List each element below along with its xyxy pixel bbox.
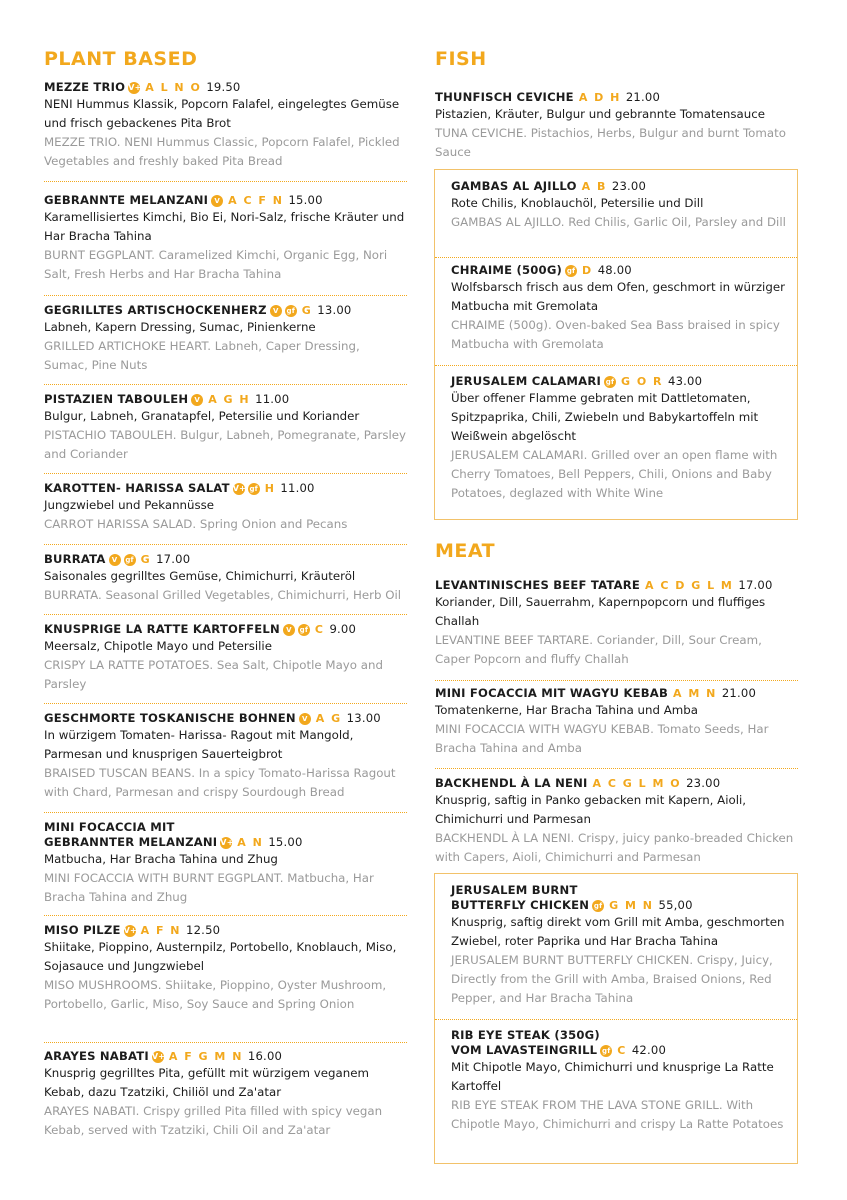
vegan-icon: V+ xyxy=(128,83,142,92)
dish-name-text: MEZZE TRIO xyxy=(44,80,126,94)
dish-name-line2: BUTTERFLY CHICKEN xyxy=(451,898,590,912)
divider xyxy=(44,812,407,813)
dish-name-text: LEVANTINISCHES BEEF TATARE xyxy=(435,578,641,592)
dish-description-de: Koriander, Dill, Sauerrahm, Kapernpopcorn und fluffiges Challah xyxy=(435,595,766,628)
dish-description-de: In würzigem Tomaten- Harissa- Ragout mit Mangold, Parmesan und knusprigen Sauerteigbrot xyxy=(44,728,354,761)
dish-name xyxy=(451,179,789,194)
allergen-codes: G xyxy=(140,553,152,566)
gluten-free-icon: gf xyxy=(605,378,615,386)
dish-price: 13.00 xyxy=(317,303,352,317)
dish-name-line1: JERUSALEM BURNT xyxy=(451,883,578,897)
dish-description-en: GRILLED ARTICHOKE HEART. Labneh, Caper Dressing, Sumac, Pine Nuts xyxy=(44,339,360,372)
gluten-free-icon: gf xyxy=(249,485,258,493)
vegetarian-icon: V xyxy=(299,713,311,725)
dish-item xyxy=(435,90,798,162)
dish-description-en: GAMBAS AL AJILLO. Red Chilis, Garlic Oil, Parsley and Dill xyxy=(451,215,786,229)
allergen-codes: C xyxy=(617,1044,627,1057)
dish-name xyxy=(451,1028,789,1058)
dish-description-de: Bulgur, Labneh, Granatapfel, Petersilie und Koriander xyxy=(44,409,360,423)
dish-name-text: GESCHMORTE TOSKANISCHE BOHNEN xyxy=(44,711,296,725)
dish-name-text: CHRAIME (500G) xyxy=(451,263,563,277)
dish-price: 21.00 xyxy=(721,686,757,700)
section-title-plant-based: PLANT BASED xyxy=(44,48,198,70)
divider xyxy=(44,544,407,545)
dish-price: 16.00 xyxy=(247,1049,283,1063)
dish-description-en: MISO MUSHROOMS. Shiitake, Pioppino, Oyster Mushroom, Portobello, Garlic, Miso, Soy Sauce and Spring Onion xyxy=(44,978,387,1011)
dish-name-text: GEGRILLTES ARTISCHOCKENHERZ xyxy=(44,303,267,317)
dish-description-de: Matbucha, Har Bracha Tahina und Zhug xyxy=(44,852,278,866)
dish-description-en: CRISPY LA RATTE POTATOES. Sea Salt, Chipotle Mayo and Parsley xyxy=(44,658,383,691)
divider xyxy=(435,680,798,681)
dish-item xyxy=(435,578,798,669)
allergen-codes: A F G M N xyxy=(168,1050,243,1063)
dish-name-line2: VOM LAVASTEINGRILL xyxy=(451,1043,598,1057)
dish-name-text: GAMBAS AL AJILLO xyxy=(451,179,577,193)
dish-description-en: CHRAIME (500g). Oven-baked Sea Bass braised in spicy Matbucha with Gremolata xyxy=(451,318,780,351)
dish-name xyxy=(451,883,789,913)
allergen-codes: D xyxy=(582,264,593,277)
dish-name xyxy=(44,303,407,318)
dish-name-text: ARAYES NABATI xyxy=(44,1049,149,1063)
dish-item xyxy=(44,392,407,464)
dish-item xyxy=(44,481,407,534)
dish-description-en: LEVANTINE BEEF TARTARE. Coriander, Dill, Sour Cream, Caper Popcorn and fluffy Challah xyxy=(435,633,762,666)
dish-name xyxy=(44,1049,407,1064)
allergen-codes: A F N xyxy=(140,924,182,937)
dish-price: 42.00 xyxy=(631,1043,667,1057)
vegetarian-icon: V xyxy=(270,305,282,317)
dish-description-de: Labneh, Kapern Dressing, Sumac, Pinienkerne xyxy=(44,320,316,334)
dish-name xyxy=(435,578,798,593)
dish-name xyxy=(44,711,407,726)
dish-name xyxy=(451,263,789,278)
divider xyxy=(44,181,407,182)
section-title-fish: FISH xyxy=(435,48,487,70)
dish-item xyxy=(44,622,407,694)
dish-description-de: Saisonales gegrilltes Gemüse, Chimichurri, Kräuteröl xyxy=(44,569,356,583)
gluten-free-icon: gf xyxy=(286,307,295,315)
dish-item xyxy=(435,686,798,758)
dish-name-text: MISO PILZE xyxy=(44,923,121,937)
dish-name-line2: GEBRANNTER MELANZANI xyxy=(44,835,218,849)
dish-description-en: CARROT HARISSA SALAD. Spring Onion and Pecans xyxy=(44,517,348,531)
dish-item xyxy=(451,1028,789,1134)
dish-price: 23.00 xyxy=(686,776,721,790)
dish-name xyxy=(44,193,407,208)
allergen-codes: C xyxy=(314,623,325,636)
divider xyxy=(435,257,797,258)
dish-name xyxy=(44,552,407,567)
dish-name-text: KAROTTEN- HARISSA SALAT xyxy=(44,481,230,495)
dish-description-de: Jungzwiebel und Pekannüsse xyxy=(44,498,215,512)
dish-item xyxy=(451,374,789,503)
dish-price: 17.00 xyxy=(738,578,773,592)
allergen-codes: G M N xyxy=(609,899,654,912)
vegan-icon: V+ xyxy=(232,484,246,493)
allergen-codes: A C G L M O xyxy=(592,777,682,790)
dish-name-text: JERUSALEM CALAMARI xyxy=(451,374,601,388)
gluten-free-icon: gf xyxy=(602,1047,611,1055)
dish-description-de: Knusprig, saftig direkt vom Grill mit Amba, geschmorten Zwiebel, roter Paprika und Har Bracha Tahina xyxy=(451,915,785,948)
divider xyxy=(435,365,797,366)
dish-price: 19.50 xyxy=(206,80,241,94)
gluten-free-icon: gf xyxy=(566,267,576,275)
allergen-codes: A N xyxy=(237,836,264,849)
allergen-codes: G O R xyxy=(620,375,663,388)
allergen-codes: A C D G L M xyxy=(645,579,734,592)
dish-item xyxy=(451,883,789,1008)
dish-price: 21.00 xyxy=(625,90,661,104)
allergen-codes: G xyxy=(301,304,313,317)
dish-description-de: Pistazien, Kräuter, Bulgur und gebrannte Tomatensauce xyxy=(435,107,765,121)
dish-description-en: JERUSALEM BURNT BUTTERFLY CHICKEN. Crispy, Juicy, Directly from the Grill with Amba, Braised Onions, Red Pepper, and Har Bracha Tahina xyxy=(451,953,773,1005)
dish-price: 15.00 xyxy=(288,193,323,207)
dish-description-en: MEZZE TRIO. NENI Hummus Classic, Popcorn Falafel, Pickled Vegetables and freshly baked Pita Bread xyxy=(44,135,400,168)
meat-highlight-box xyxy=(434,873,798,1164)
dish-name-text: GEBRANNTE MELANZANI xyxy=(44,193,209,207)
vegetarian-icon: V xyxy=(191,394,203,406)
dish-item xyxy=(44,820,407,907)
allergen-codes: A C F N xyxy=(228,194,284,207)
fish-highlight-box xyxy=(434,169,798,520)
allergen-codes: A M N xyxy=(673,687,717,700)
dish-item xyxy=(435,776,798,867)
vegan-icon: V+ xyxy=(123,926,137,935)
dish-name-text: THUNFISCH CEVICHE xyxy=(435,90,574,104)
dish-item xyxy=(44,1049,407,1140)
dish-item xyxy=(44,303,407,375)
dish-description-en: TUNA CEVICHE. Pistachios, Herbs, Bulgur and burnt Tomato Sauce xyxy=(435,126,786,159)
dish-item xyxy=(44,923,407,1014)
divider xyxy=(44,295,407,296)
dish-price: 11.00 xyxy=(255,392,290,406)
vegan-icon: V+ xyxy=(220,838,234,847)
dish-item xyxy=(44,80,407,171)
allergen-codes: A D H xyxy=(578,91,621,104)
dish-item xyxy=(451,263,789,354)
dish-description-en: BACKHENDL À LA NENI. Crispy, juicy panko-breaded Chicken with Capers, Aioli, Chimichurri and Parmesan xyxy=(435,831,794,864)
dish-name-text: KNUSPRIGE LA RATTE KARTOFFELN xyxy=(44,622,280,636)
dish-name xyxy=(44,923,407,938)
dish-description-de: Mit Chipotle Mayo, Chimichurri und knusprige La Ratte Kartoffel xyxy=(451,1060,774,1093)
dish-description-en: MINI FOCACCIA WITH WAGYU KEBAB. Tomato Seeds, Har Bracha Tahina and Amba xyxy=(435,722,769,755)
dish-description-de: Knusprig, saftig in Panko gebacken mit Kapern, Aioli, Chimichurri und Parmesan xyxy=(435,793,747,826)
dish-item xyxy=(44,193,407,284)
vegan-icon: V+ xyxy=(151,1052,166,1061)
dish-description-de: Über offener Flamme gebraten mit Dattletomaten, Spitzpaprika, Chili, Zwiebeln und Babykartoffeln mit Weißwein abgelöscht xyxy=(451,391,759,443)
dish-item xyxy=(44,552,407,605)
dish-item xyxy=(44,711,407,802)
gluten-free-icon: gf xyxy=(299,626,309,634)
dish-name xyxy=(435,776,798,791)
dish-name xyxy=(435,686,798,701)
dish-price: 9.00 xyxy=(329,622,357,636)
dish-name xyxy=(44,80,407,95)
dish-description-de: Wolfsbarsch frisch aus dem Ofen, geschmort in würziger Matbucha mit Gremolata xyxy=(451,280,785,313)
dish-name-text: BACKHENDL À LA NENI xyxy=(435,776,588,790)
divider xyxy=(435,768,798,769)
divider xyxy=(44,384,407,385)
dish-description-en: BURNT EGGPLANT. Caramelized Kimchi, Organic Egg, Nori Salt, Fresh Herbs and Har Bracha Tahina xyxy=(44,248,388,281)
dish-price: 55,00 xyxy=(658,898,693,912)
dish-description-en: RIB EYE STEAK FROM THE LAVA STONE GRILL. With Chipotle Mayo, Chimichurri and crispy La Ratte Potatoes xyxy=(451,1098,784,1131)
allergen-codes: A B xyxy=(581,180,607,193)
dish-price: 23.00 xyxy=(611,179,647,193)
dish-description-de: Shiitake, Pioppino, Austernpilz, Portobello, Knoblauch, Miso, Sojasauce und Jungzwiebel xyxy=(44,940,397,973)
dish-price: 11.00 xyxy=(280,481,315,495)
dish-price: 13.00 xyxy=(346,711,381,725)
dish-description-de: NENI Hummus Klassik, Popcorn Falafel, eingelegtes Gemüse und frisch gebackenes Pita Brot xyxy=(44,97,400,130)
dish-description-en: JERUSALEM CALAMARI. Grilled over an open flame with Cherry Tomatoes, Bell Peppers, Chili, Onions and Baby Potatoes, deglazed with White Wine xyxy=(451,448,778,500)
dish-description-de: Meersalz, Chipotle Mayo und Petersilie xyxy=(44,639,272,653)
dish-name xyxy=(44,392,407,407)
dish-description-en: PISTACHIO TABOULEH. Bulgur, Labneh, Pomegranate, Parsley and Coriander xyxy=(44,428,407,461)
divider xyxy=(44,614,407,615)
allergen-codes: A G H xyxy=(208,393,251,406)
dish-name-text: BURRATA xyxy=(44,552,106,566)
dish-name xyxy=(44,820,407,850)
divider xyxy=(44,473,407,474)
divider xyxy=(44,915,407,916)
section-title-meat: MEAT xyxy=(435,540,496,562)
dish-name-line1: RIB EYE STEAK (350G) xyxy=(451,1028,600,1042)
divider xyxy=(44,1042,407,1043)
dish-name-text: PISTAZIEN TABOULEH xyxy=(44,392,189,406)
dish-name xyxy=(44,481,407,496)
gluten-free-icon: gf xyxy=(593,902,603,910)
allergen-codes: A L N O xyxy=(145,81,202,94)
dish-description-de: Karamellisiertes Kimchi, Bio Ei, Nori-Salz, frische Kräuter und Har Bracha Tahina xyxy=(44,210,405,243)
dish-description-de: Rote Chilis, Knoblauchöl, Petersilie und Dill xyxy=(451,196,704,210)
divider xyxy=(435,1019,797,1020)
dish-price: 15.00 xyxy=(268,835,303,849)
dish-price: 43.00 xyxy=(668,374,703,388)
vegetarian-icon: V xyxy=(109,554,121,566)
dish-description-en: BURRATA. Seasonal Grilled Vegetables, Chimichurri, Herb Oil xyxy=(44,588,402,602)
gluten-free-icon: gf xyxy=(125,556,134,564)
dish-description-en: MINI FOCACCIA WITH BURNT EGGPLANT. Matbucha, Har Bracha Tahina and Zhug xyxy=(44,871,374,904)
allergen-codes: H xyxy=(264,482,276,495)
dish-name xyxy=(451,374,789,389)
dish-item xyxy=(451,179,789,232)
allergen-codes: A G xyxy=(315,712,342,725)
dish-name-line1: MINI FOCACCIA MIT xyxy=(44,820,175,834)
vegetarian-icon: V xyxy=(283,624,295,636)
dish-description-de: Tomatenkerne, Har Bracha Tahina und Amba xyxy=(435,703,699,717)
dish-price: 12.50 xyxy=(186,923,221,937)
dish-description-en: ARAYES NABATI. Crispy grilled Pita filled with spicy vegan Kebab, served with Tzatziki, Chili Oil and Za'atar xyxy=(44,1104,383,1137)
dish-price: 48.00 xyxy=(597,263,632,277)
dish-name-text: MINI FOCACCIA MIT WAGYU KEBAB xyxy=(435,686,668,700)
dish-description-en: BRAISED TUSCAN BEANS. In a spicy Tomato-Harissa Ragout with Chard, Parmesan and crispy Sourdough Bread xyxy=(44,766,396,799)
dish-description-de: Knusprig gegrilltes Pita, gefüllt mit würzigem veganem Kebab, dazu Tzatziki, Chiliöl und Za'atar xyxy=(44,1066,369,1099)
dish-name xyxy=(44,622,407,637)
dish-price: 17.00 xyxy=(156,552,191,566)
dish-name xyxy=(435,90,798,105)
divider xyxy=(44,703,407,704)
vegetarian-icon: V xyxy=(211,195,223,207)
